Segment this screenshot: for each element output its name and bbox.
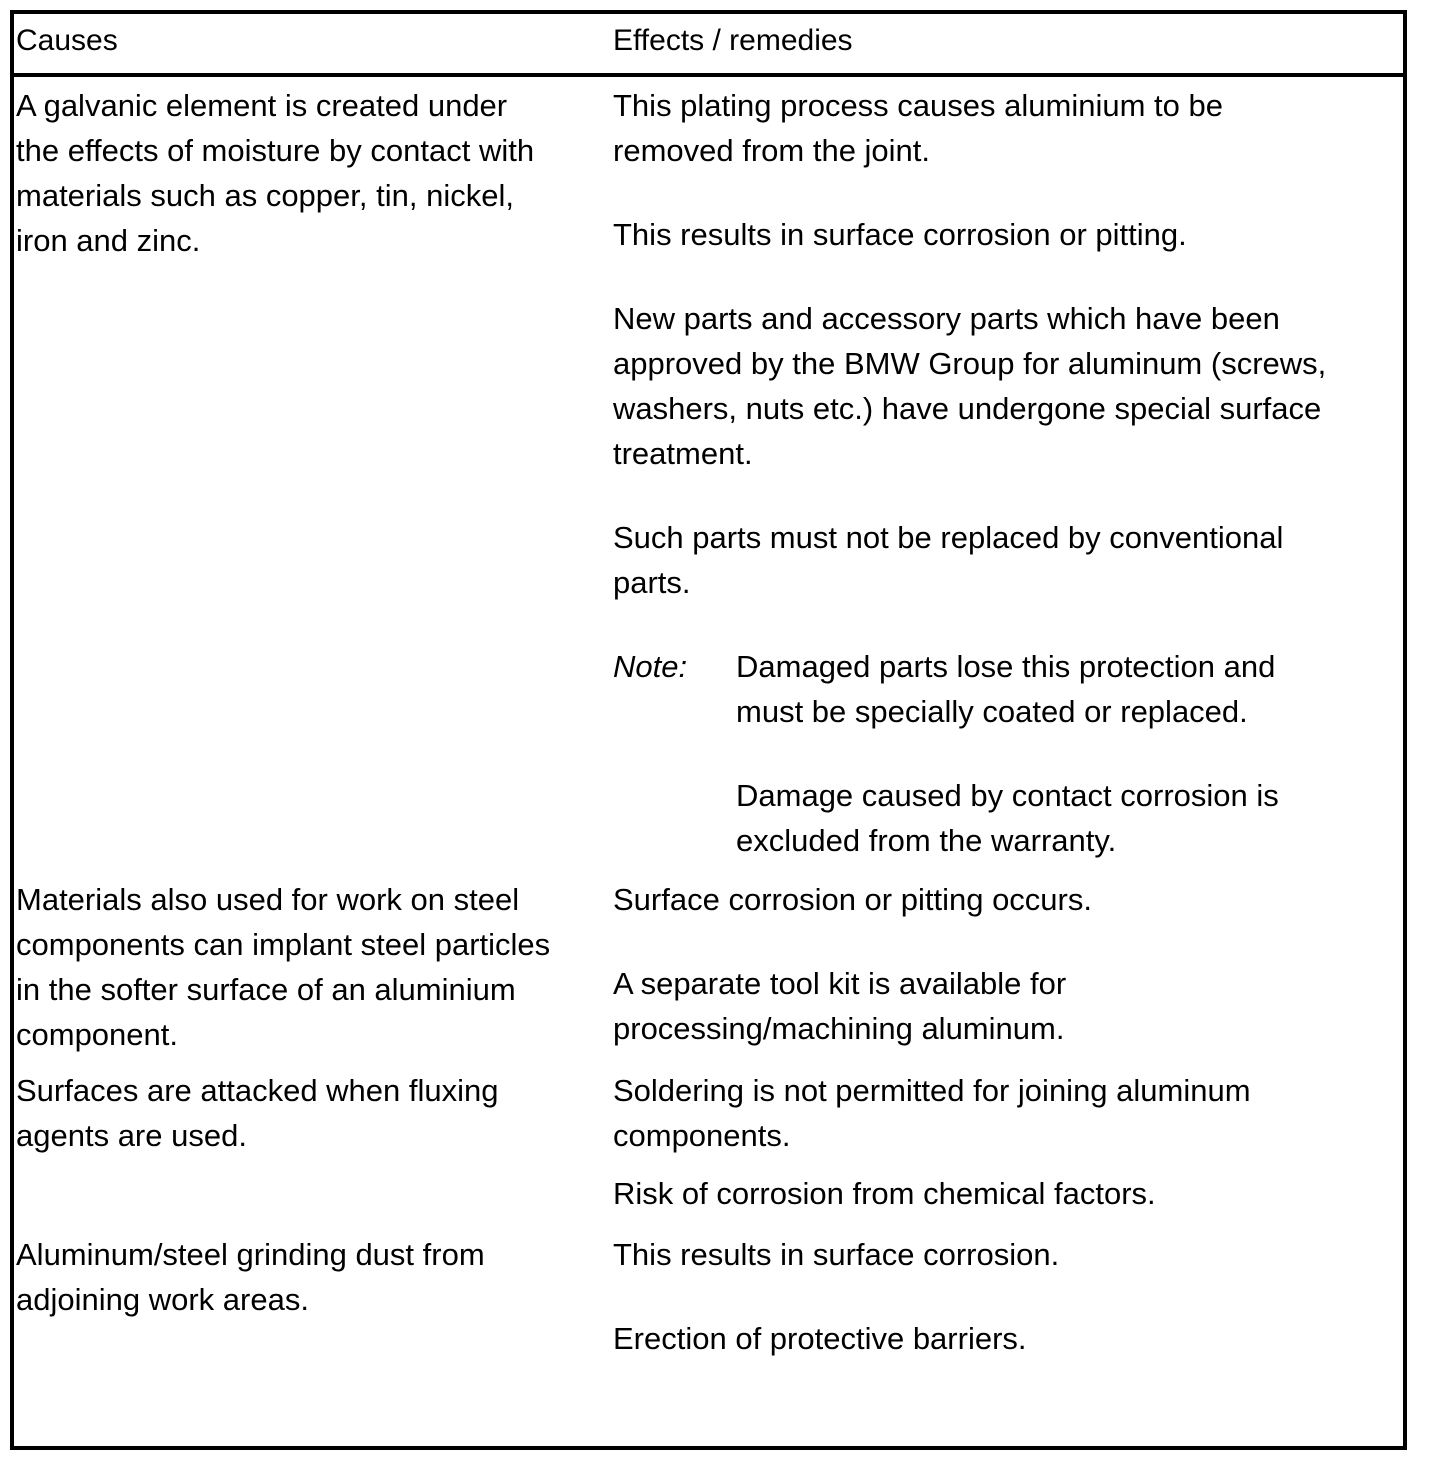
text-line: Erection of protective barriers. [613, 1321, 1027, 1356]
effect-paragraph [613, 212, 1187, 257]
text-line: A galvanic element is created under [16, 88, 508, 123]
text-line: This plating process causes aluminium to be [613, 88, 1223, 123]
effect-paragraph [613, 877, 1092, 922]
text-line: the effects of moisture by contact with [16, 133, 535, 168]
text-line: Risk of corrosion from chemical factors. [613, 1176, 1156, 1211]
column-header-effects: Effects / remedies [613, 24, 853, 57]
text-line: materials such as copper, tin, nickel, [16, 178, 514, 213]
text-line: Aluminum/steel grinding dust from [16, 1237, 485, 1272]
text-line: agents are used. [16, 1118, 247, 1153]
effect-paragraph [613, 1316, 1027, 1361]
text-line: Surfaces are attacked when fluxing [16, 1073, 499, 1108]
text-line: This results in surface corrosion or pitting. [613, 217, 1187, 252]
text-line: Damaged parts lose this protection and [736, 649, 1276, 684]
effect-paragraph [613, 83, 1223, 173]
effect-paragraph [613, 1068, 1251, 1158]
text-line: must be specially coated or replaced. [736, 694, 1248, 729]
text-line: New parts and accessory parts which have been [613, 301, 1280, 336]
text-line: Damage caused by contact corrosion is [736, 778, 1279, 813]
note-paragraph [736, 644, 1275, 734]
text-line: parts. [613, 565, 691, 600]
effect-paragraph [613, 515, 1283, 605]
text-line: component. [16, 1017, 178, 1052]
text-line: A separate tool kit is available for [613, 966, 1067, 1001]
text-line: adjoining work areas. [16, 1282, 309, 1317]
cause-cell-steel-particles [16, 877, 550, 1057]
text-line: treatment. [613, 436, 753, 471]
text-line: Surface corrosion or pitting occurs. [613, 882, 1092, 917]
text-line: components can implant steel particles [16, 927, 551, 962]
effect-paragraph [613, 1232, 1059, 1277]
effect-paragraph [613, 961, 1066, 1051]
text-line: in the softer surface of an aluminium [16, 972, 516, 1007]
header-divider [10, 73, 1407, 77]
effect-paragraph [613, 1171, 1156, 1216]
effect-paragraph [613, 296, 1326, 476]
text-line: approved by the BMW Group for aluminum (screws, [613, 346, 1327, 381]
cause-cell-fluxing [16, 1068, 499, 1158]
text-line: This results in surface corrosion. [613, 1237, 1060, 1272]
text-line: excluded from the warranty. [736, 823, 1117, 858]
cause-cell-galvanic [16, 83, 534, 263]
note-paragraph [736, 773, 1279, 863]
text-line: Soldering is not permitted for joining aluminum [613, 1073, 1251, 1108]
text-line: iron and zinc. [16, 223, 201, 258]
text-line: components. [613, 1118, 791, 1153]
text-line: washers, nuts etc.) have undergone special surface [613, 391, 1322, 426]
cause-cell-grinding-dust [16, 1232, 485, 1322]
column-header-causes: Causes [16, 24, 118, 57]
text-line: removed from the joint. [613, 133, 931, 168]
text-line: Materials also used for work on steel [16, 882, 520, 917]
text-line: processing/machining aluminum. [613, 1011, 1065, 1046]
text-line: Such parts must not be replaced by conventional [613, 520, 1284, 555]
note-label: Note: [613, 649, 688, 684]
